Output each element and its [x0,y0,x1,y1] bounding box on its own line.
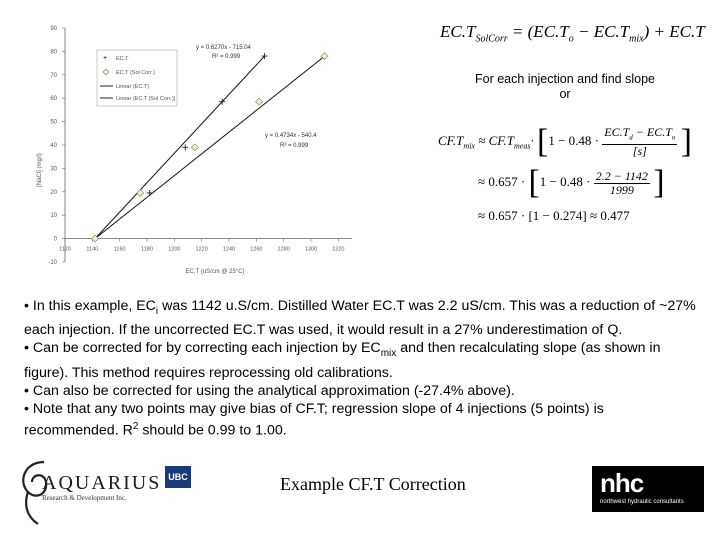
bullet-3: • Can also be corrected for using the analytical approximation (-27.4% above). [24,382,515,399]
legend-entry-ect: EC.T [116,56,129,62]
legend-marker-plus: + [103,55,108,62]
x-tick-label: 1120 [59,246,71,253]
data-point-plus [182,144,188,150]
y-tick-label: 40 [50,143,57,149]
x-tick-label: 1140 [86,246,99,253]
slide-title: Example CF.T Correction [280,474,466,494]
solution-correction-equation: $EC.T_{SolCorr} = (EC.T_o - EC.T_{mix}) + EC.T$ [440,22,705,45]
x-axis-label: EC.T (uS/cm @ 25°C) [185,269,245,275]
instruction-line-1: For each injection and find slope [475,72,655,86]
aquarius-logo [14,458,184,528]
y-tick-label: 50 [50,119,57,126]
analytical-approximation [438,118,698,230]
y-tick-label: 70 [50,72,57,79]
fit-r2-ect: R² = 0.999 [212,54,241,60]
x-tick-label: 1280 [277,246,290,253]
bullet-2: • Can be corrected for by correcting each injection by $EC_{mix}$ and then recalculating slope (as shown in figure). This method requires reprocessing old calibrations. [24,340,661,381]
y-tick-label: 20 [50,189,57,196]
bullet-1: • In this example, $EC_i$ was 1142 u.S/cm. Distilled Water EC.T was 2.2 uS/cm. This was a reduction of ~27% each injection. If the uncorrected EC.T was used, it would result in a 27% underestimation of Q. [24,298,696,339]
x-tick-label: 1320 [332,246,345,253]
x-tick-label: 1260 [250,246,263,253]
chart-legend [97,50,177,106]
y-tick-label: -10 [48,260,57,266]
approx-line-2: ≈ 0.657 · [1 − 0.48 · $\frac{2.2 - 1142}{1999}$ ] [478,164,665,201]
instruction-line-2: or [559,87,571,101]
instruction-text [440,72,690,102]
ubc-logo: UBC [165,466,191,488]
x-tick-label: 1240 [222,246,236,253]
approx-line-2-den: 1999 [609,182,634,197]
aquarius-name: AQUARIUS [42,472,162,494]
y-tick-label: 80 [50,49,57,56]
body-text [24,297,700,440]
aquarius-subtitle: Research & Development Inc. [42,494,127,502]
legend-entry-linear-solcorr: Linear (EC.T (Sol Corr.)) [116,96,176,102]
approx-line-1: $CF.T_{mix} \approx CF.T_{meas}\cdot [1 - 0.48$ · $\frac{EC.T_d - EC.T_o}{[s]}$ ] [438,123,692,161]
data-point-diamond [256,98,263,105]
legend-entry-ect-solcorr: EC.T (Sol Corr.) [116,70,156,76]
fit-equation-ect: y = 0.6270x - 715.04 [196,45,251,51]
data-point-plus [147,190,153,196]
x-tick-label: 1160 [113,246,126,253]
x-tick-label: 1180 [141,246,153,253]
nhc-logo-text: nhc [600,468,644,498]
nhc-logo [592,466,704,512]
legend-entry-linear-ect: Linear (EC.T) [116,84,150,90]
y-tick-label: 60 [50,96,57,103]
y-tick-label: 10 [50,213,57,220]
fit-r2-solcorr: R² = 0.999 [280,143,309,149]
fit-equation-solcorr: y = 0.4734x - 540.4 [265,133,317,139]
approx-line-2-num: 2.2 − 1142 [595,168,648,183]
nhc-logo-subtext: northwest hydraulic consultants [600,499,684,505]
y-tick-label: 30 [50,166,57,173]
approx-line-3: ≈ 0.657 · [1 − 0.274] ≈ 0.477 [478,208,630,223]
y-axis-label: [NaCl] (mg/l) [37,153,43,187]
data-point-diamond [191,144,198,151]
bullet-4: • Note that any two points may give bias of CF.T; regression slope of 4 injections (5 points) is recommended. $R^2$ should be 0.99 to 1.00. [24,401,604,440]
x-tick-label: 1200 [168,246,181,253]
y-tick-label: 0 [53,236,57,243]
calibration-chart [0,0,360,290]
y-tick-label: 90 [50,26,57,32]
x-tick-label: 1300 [304,246,318,253]
x-tick-label: 1220 [195,246,208,253]
data-point-diamond [137,189,144,196]
